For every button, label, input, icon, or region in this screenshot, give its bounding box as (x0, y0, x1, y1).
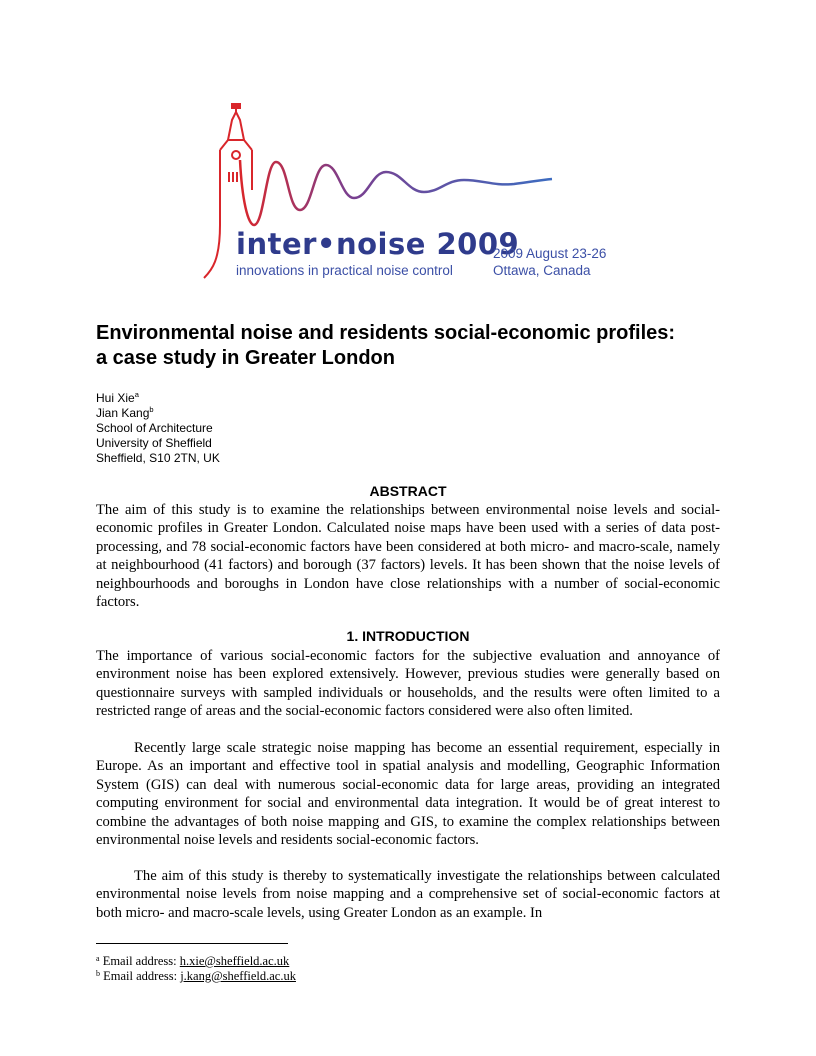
author-1-sup: a (134, 390, 139, 399)
conference-tagline: innovations in practical noise control (236, 263, 453, 278)
intro-paragraph-1: The importance of various social-economic factors for the subjective evaluation and annoyance of environment noise has been explored extensively. However, previous studies were generally based on questionnaire surveys with sampled individuals or households, and the results were often limited to a restricted range of areas and the social-economic factors considered were also often limited. (96, 648, 720, 720)
abstract-text: The aim of this study is to examine the relationships between environmental noise levels and social-economic profiles in Greater London. Calculated noise maps have been used with a series of data post-processing, and 78 social-economic factors have been considered at both micro- and macro-scale, namely at neighbourhood (41 factors) and borough (37 factors) levels. It has been shown that the noise levels of neighbourhoods and boroughs in London have close relationships with a number of social-economic factors. (96, 502, 720, 611)
affiliation-line-3: Sheffield, S10 2TN, UK (96, 451, 220, 465)
footnote-divider (96, 943, 288, 944)
affiliation-line-2: University of Sheffield (96, 436, 212, 450)
email-link-kang[interactable]: j.kang@sheffield.ac.uk (180, 969, 296, 983)
author-2-sup: b (149, 405, 154, 414)
footnote-b-mark: b (96, 969, 100, 978)
footnote-b-label: Email address: (103, 969, 178, 983)
author-2 (96, 406, 220, 421)
conference-date: 2009 August 23-26 (493, 246, 607, 261)
title-line-1: Environmental noise and residents social-economic profiles: (96, 322, 676, 344)
intro-paragraph-2: Recently large scale strategic noise mapping has become an essential requirement, especially in Europe. As an important and effective tool in spatial analysis and modelling, Geographic Information System (GIS) can deal with numerous social-economic data for large areas, providing an integrated computing environment for social and environmental data integration. It would be of great interest to combine the advantages of both noise mapping and GIS, to examine the complex relationships between environmental noise levels and residents social-economic factors. (96, 740, 720, 849)
conference-name: inter•noise 2009 (236, 227, 520, 261)
footnote-a-label: Email address: (102, 954, 177, 968)
conference-logo (196, 100, 626, 285)
abstract-heading: ABSTRACT (369, 483, 447, 499)
footnote-b (96, 969, 296, 984)
footnote-a (96, 954, 289, 969)
conference-location: Ottawa, Canada (493, 263, 591, 278)
paper-title (96, 321, 736, 371)
author-1-name: Hui Xie (96, 391, 135, 405)
intro-paragraph-3: The aim of this study is thereby to systematically investigate the relationships between calculated environmental noise levels from noise mapping and a comprehensive set of social-economic factors at both micro- and macro-scale levels, using Greater London as an example. In (96, 868, 720, 921)
author-block (96, 391, 220, 466)
author-2-name: Jian Kang (96, 406, 150, 420)
affiliation-line-1: School of Architecture (96, 421, 213, 435)
author-1 (96, 391, 220, 406)
email-link-xie[interactable]: h.xie@sheffield.ac.uk (179, 954, 290, 968)
title-line-2: a case study in Greater London (96, 347, 395, 369)
introduction-heading: 1. INTRODUCTION (346, 628, 470, 644)
sound-wave-icon (240, 160, 552, 225)
footnote-a-mark: a (96, 954, 100, 963)
